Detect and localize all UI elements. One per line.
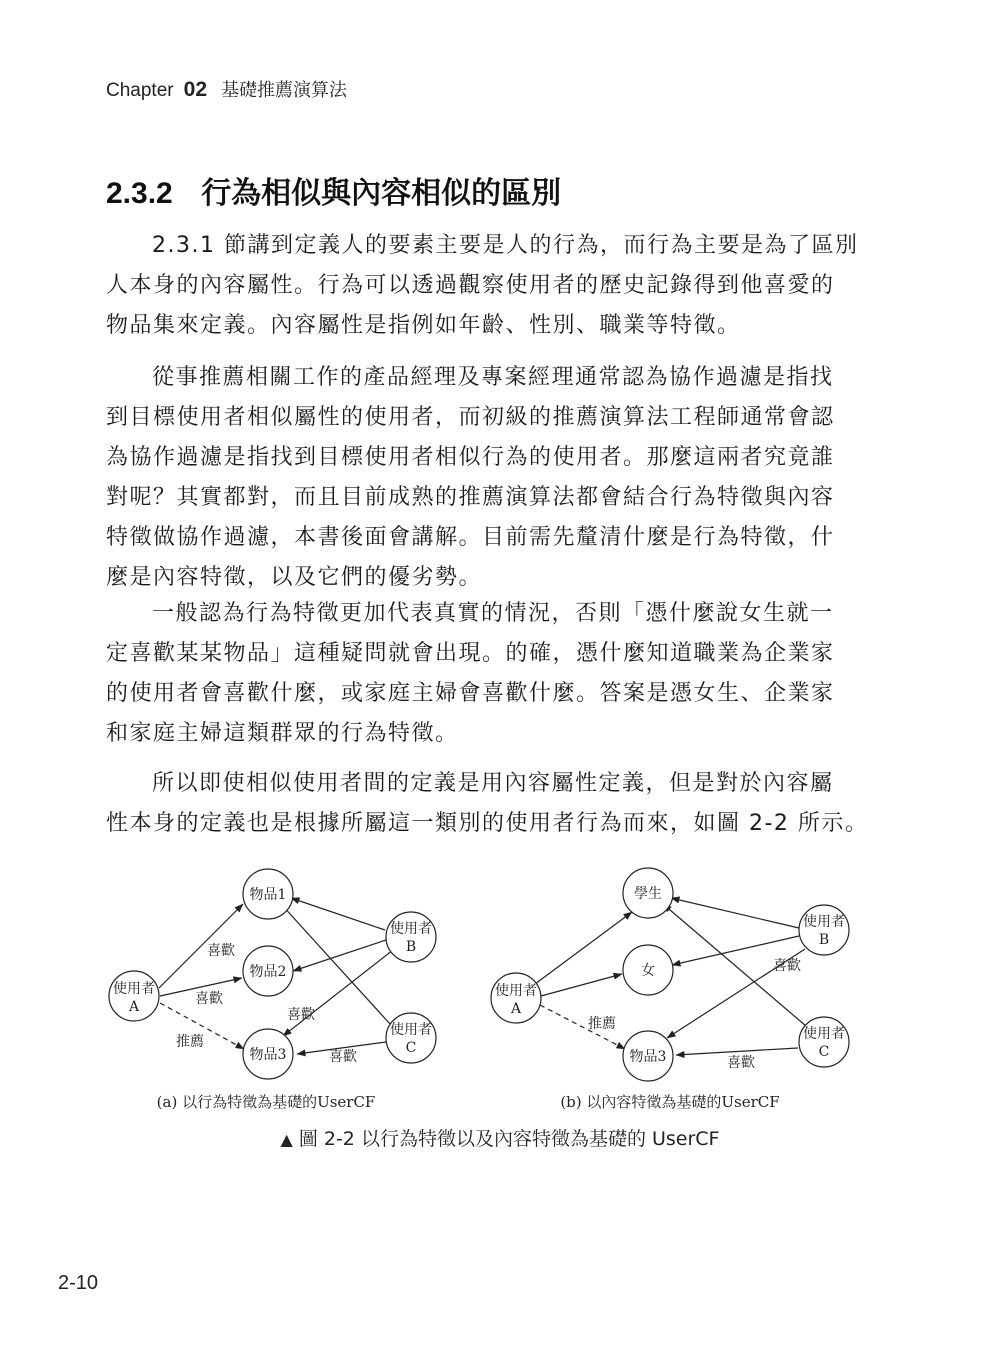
triangle-marker-icon: ▲ <box>280 1130 293 1149</box>
paragraph-line: 性本身的定義也是根據所屬這一類別的使用者行為而來，如圖 2-2 所示。 <box>106 811 869 836</box>
paragraph-line: 定喜歡某某物品」這種疑問就會出現。的確，憑什麼知道職業為企業家 <box>106 641 835 666</box>
chapter-number: 02 <box>183 78 208 101</box>
paragraph-line: 對呢？其實都對，而且目前成熟的推薦演算法都會結合行為特徵與內容 <box>106 485 835 510</box>
edge-b-userb-student <box>671 898 799 928</box>
paragraph-line: 人本身的內容屬性。行為可以透過觀察使用者的歷史記錄得到他喜愛的 <box>106 273 835 298</box>
edge-label-a-like-2: 喜歡 <box>195 991 223 1007</box>
edge-label-b-like-1: 喜歡 <box>773 958 801 974</box>
label-a-user-b-letter: B <box>405 939 417 955</box>
subcaption-b: (b) 以內容特徵為基礎的UserCF <box>560 1093 780 1111</box>
chapter-word: Chapter <box>106 80 174 101</box>
paragraph-line: 為協作過濾是指找到目標使用者相似行為的使用者。那麼這兩者究竟誰 <box>106 445 835 470</box>
subcaption-a: (a) 以行為特徵為基礎的UserCF <box>156 1093 376 1111</box>
paragraph-line: 麼是內容特徵，以及它們的優劣勢。 <box>106 565 483 590</box>
label-a-user-a-letter: A <box>128 999 140 1015</box>
paragraph-line: 的使用者會喜歡什麼，或家庭主婦會喜歡什麼。答案是憑女生、企業家 <box>106 681 835 706</box>
label-b-user-c-letter: C <box>818 1044 830 1060</box>
figure-caption <box>0 1124 1000 1151</box>
edge-label-a-like-4: 喜歡 <box>329 1049 357 1065</box>
label-a-user-c: 使用者 <box>390 1022 432 1038</box>
label-b-item3: 物品3 <box>629 1049 667 1065</box>
section-number: 2.3.2 <box>106 177 173 210</box>
chapter-title: 基礎推薦演算法 <box>221 80 348 101</box>
label-a-item2: 物品2 <box>249 964 287 980</box>
paragraph-line: 到目標使用者相似屬性的使用者，而初級的推薦演算法工程師通常會認 <box>106 405 835 430</box>
edge-a-userb-item1 <box>291 898 385 930</box>
label-a-user-c-letter: C <box>405 1040 417 1056</box>
panel-b <box>491 868 849 1111</box>
label-b-user-a: 使用者 <box>495 983 537 999</box>
label-b-user-b: 使用者 <box>803 914 845 930</box>
label-b-user-c: 使用者 <box>803 1026 845 1042</box>
label-a-user-b: 使用者 <box>390 921 432 937</box>
edge-label-a-like-3: 喜歡 <box>287 1007 315 1023</box>
figure-caption-text: 圖 2-2 以行為特徵以及內容特徵為基礎的 UserCF <box>298 1128 720 1150</box>
label-b-student: 學生 <box>634 886 662 902</box>
label-a-user-a: 使用者 <box>113 981 155 997</box>
paragraph-line: 所以即使相似使用者間的定義是用內容屬性定義，但是對於內容屬 <box>152 771 834 796</box>
paragraph-line: 特徵做協作過濾，本書後面會講解。目前需先釐清什麼是行為特徵，什 <box>106 525 835 550</box>
paragraph-line: 一般認為行為特徵更加代表真實的情況，否則「憑什麼說女生就一 <box>152 601 834 626</box>
panel-a <box>109 869 436 1111</box>
edge-b-usera-student <box>535 912 632 984</box>
section-title: 行為相似與內容相似的區別 <box>201 176 562 211</box>
paragraph-line: 和家庭主婦這類群眾的行為特徵。 <box>106 721 459 746</box>
paragraph-line: 物品集來定義。內容屬性是指例如年齡、性別、職業等特徵。 <box>106 313 741 338</box>
edge-a-userc-item1 <box>281 904 390 1024</box>
edge-b-userc-item3 <box>676 1048 798 1055</box>
label-b-user-b-letter: B <box>818 932 830 948</box>
edge-label-a-recommend: 推薦 <box>176 1034 204 1050</box>
edge-label-b-like-2: 喜歡 <box>727 1055 755 1071</box>
edge-b-usera-female <box>541 974 622 996</box>
paragraph-line: 2.3.1 節講到定義人的要素主要是人的行為，而行為主要是為了區別 <box>152 233 859 258</box>
label-b-user-a-letter: A <box>510 1001 522 1017</box>
edge-label-b-recommend: 推薦 <box>588 1016 616 1032</box>
label-a-item1: 物品1 <box>249 887 287 903</box>
page-number: 2-10 <box>58 1272 99 1294</box>
label-b-female: 女 <box>641 963 655 979</box>
label-a-item3: 物品3 <box>249 1047 287 1063</box>
paragraph-line: 從事推薦相關工作的產品經理及專案經理通常認為協作過濾是指找 <box>152 365 834 390</box>
edge-a-userb-item3 <box>283 950 393 1036</box>
edge-label-a-like-1: 喜歡 <box>207 943 235 959</box>
